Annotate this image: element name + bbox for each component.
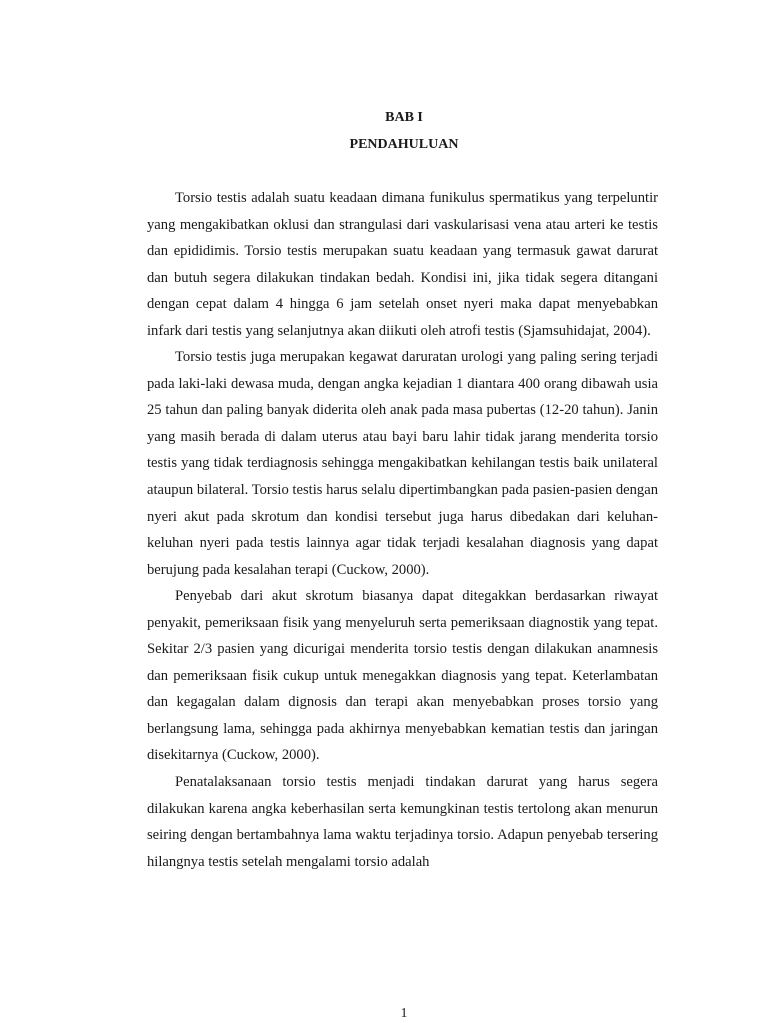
paragraph: Penatalaksanaan torsio testis menjadi tindakan darurat yang harus segera dilakukan karena angka keberhasilan serta kemungkinan testis tertolong akan menurun seiring dengan bertambahnya lama waktu terjadinya torsio. Adapun penyebab tersering hilangnya testis setelah mengalami torsio adalah [147, 774, 658, 870]
chapter-label: BAB I [385, 110, 423, 125]
page-number: 1 [400, 1006, 408, 1021]
chapter-title: PENDAHULUAN [349, 137, 459, 152]
paragraph: Penyebab dari akut skrotum biasanya dapat ditegakkan berdasarkan riwayat penyakit, pemeriksaan fisik yang menyeluruh serta pemeriksaan diagnostik yang tepat. Sekitar 2/3 pasien yang dicurigai menderita torsio testis dengan dilakukan anamnesis dan pemeriksaan fisik cukup untuk menegakkan diagnosis yang tepat. Keterlambatan dan kegagalan dalam dignosis dan terapi akan menyebabkan proses torsio yang berlangsung lama, sehingga pada akhirnya menyebabkan kematian testis dan jaringan disekitarnya (Cuckow, 2000). [147, 588, 658, 764]
body-text [147, 185, 658, 875]
paragraph: Torsio testis juga merupakan kegawat daruratan urologi yang paling sering terjadi pada laki-laki dewasa muda, dengan angka kejadian 1 diantara 400 orang dibawah usia 25 tahun dan paling banyak diderita oleh anak pada masa pubertas (12-20 tahun). Janin yang masih berada di dalam uterus atau bayi baru lahir tidak jarang menderita torsio testis yang tidak terdiagnosis sehingga mengakibatkan kehilangan testis baik unilateral ataupun bilateral. Torsio testis harus selalu dipertimbangkan pada pasien-pasien dengan nyeri akut pada skrotum dan kondisi tersebut juga harus dibedakan dari keluhan-keluhan nyeri pada testis lainnya agar tidak terjadi kesalahan diagnosis yang dapat berujung pada kesalahan terapi (Cuckow, 2000). [147, 349, 658, 578]
paragraph: Torsio testis adalah suatu keadaan dimana funikulus spermatikus yang terpeluntir yang mengakibatkan oklusi dan strangulasi dari vaskularisasi vena atau arteri ke testis dan epididimis. Torsio testis merupakan suatu keadaan yang termasuk gawat darurat dan butuh segera dilakukan tindakan bedah. Kondisi ini, jika tidak segera ditangani dengan cepat dalam 4 hingga 6 jam setelah onset nyeri maka dapat menyebabkan infark dari testis yang selanjutnya akan diikuti oleh atrofi testis (Sjamsuhidajat, 2004). [147, 190, 658, 339]
